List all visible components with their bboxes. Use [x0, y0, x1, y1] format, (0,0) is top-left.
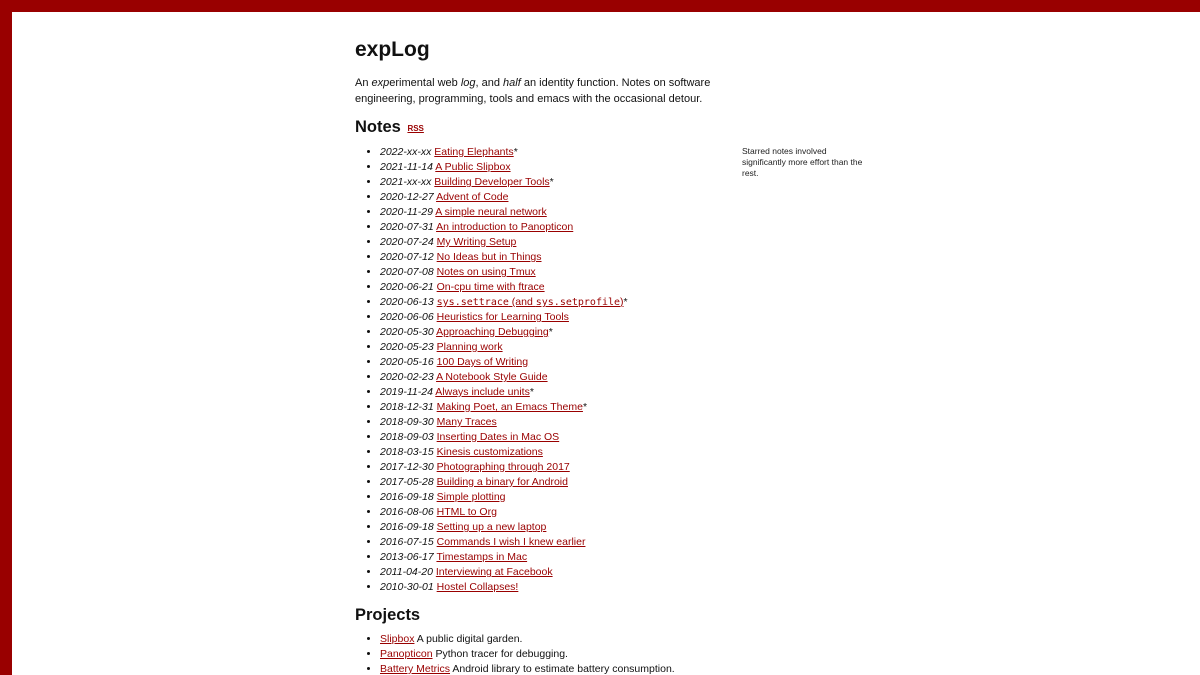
note-link[interactable]: No Ideas but in Things [436, 251, 542, 263]
note-link[interactable]: Making Poet, an Emacs Theme [436, 401, 583, 413]
effort-star: * [582, 401, 588, 413]
note-link[interactable]: A simple neural network [435, 206, 547, 218]
note-link[interactable]: Setting up a new laptop [436, 521, 547, 533]
effort-star: * [549, 176, 554, 188]
notes-heading-label: Notes [355, 118, 401, 136]
project-description: A public digital garden. [414, 633, 523, 645]
note-date: 2017-12-30 [380, 461, 434, 473]
note-date: 2019-11-24 [380, 386, 433, 398]
note-item [380, 250, 628, 265]
note-item [380, 160, 628, 175]
note-date: 2016-09-18 [380, 491, 434, 503]
note-link[interactable]: Many Traces [436, 416, 497, 428]
projects-heading: Projects [355, 606, 421, 624]
note-date: 2020-11-29 [380, 206, 433, 218]
note-link[interactable]: Interviewing at Facebook [435, 566, 553, 578]
note-item [380, 580, 628, 595]
note-link[interactable]: Simple plotting [436, 491, 506, 503]
note-item [380, 370, 628, 385]
note-item [380, 490, 628, 505]
notes-list [355, 145, 628, 595]
note-link[interactable]: Eating Elephants [434, 146, 514, 158]
starred-sidenote: Starred notes involved significantly more effort than the rest. [742, 146, 863, 178]
note-date: 2021-xx-xx [380, 176, 432, 188]
intro-emphasis: exp [371, 77, 390, 89]
note-item [380, 280, 628, 295]
note-item [380, 430, 628, 445]
note-item [380, 565, 628, 580]
note-item [380, 460, 628, 475]
effort-star: * [513, 146, 518, 158]
effort-star: * [529, 386, 534, 398]
note-item [380, 220, 628, 235]
note-date: 2020-07-31 [380, 221, 434, 233]
rss-link[interactable]: RSS [407, 124, 424, 133]
note-item [380, 175, 628, 190]
note-link[interactable]: Inserting Dates in Mac OS [436, 431, 560, 443]
note-link-code: sys.settrace [436, 297, 509, 308]
project-description: Android library to estimate battery consumption. [450, 663, 675, 675]
note-link[interactable]: Building a binary for Android [436, 476, 568, 488]
note-link[interactable]: Notes on using Tmux [436, 266, 536, 278]
intro-text: An [355, 77, 372, 89]
project-item [380, 662, 675, 675]
note-item [380, 355, 628, 370]
note-item [380, 385, 628, 400]
note-date: 2016-08-06 [380, 506, 434, 518]
note-date: 2020-05-23 [380, 341, 434, 353]
note-item [380, 325, 628, 340]
note-item [380, 310, 628, 325]
note-item [380, 265, 628, 280]
effort-star: * [548, 326, 553, 338]
note-link[interactable]: On-cpu time with ftrace [436, 281, 545, 293]
note-item [380, 415, 628, 430]
project-link[interactable]: Battery Metrics [380, 663, 451, 675]
note-link-text: (and [508, 296, 536, 308]
note-date: 2018-09-03 [380, 431, 434, 443]
note-item [380, 145, 628, 160]
note-link[interactable] [437, 296, 624, 308]
note-date: 2018-09-30 [380, 416, 434, 428]
intro-text: an identity function. Notes on software engineering, programming, tools and emacs with the occasional detour. [355, 77, 711, 105]
note-link[interactable]: Photographing through 2017 [436, 461, 570, 473]
note-item [380, 205, 628, 220]
note-link[interactable]: 100 Days of Writing [436, 356, 529, 368]
project-description: Python tracer for debugging. [432, 648, 568, 660]
note-link[interactable]: Heuristics for Learning Tools [436, 311, 569, 323]
note-item [380, 535, 628, 550]
note-link[interactable]: My Writing Setup [436, 236, 517, 248]
note-link-code: sys.setprofile [535, 297, 621, 308]
note-date: 2011-04-20 [380, 566, 433, 578]
note-date: 2016-07-15 [380, 536, 434, 548]
project-link[interactable]: Slipbox [380, 633, 415, 645]
note-link[interactable]: An introduction to Panopticon [436, 221, 574, 233]
note-link[interactable]: Commands I wish I knew earlier [436, 536, 586, 548]
note-link[interactable]: Timestamps in Mac [436, 551, 528, 563]
note-link[interactable]: HTML to Org [436, 506, 497, 518]
note-date: 2020-02-23 [380, 371, 434, 383]
intro-text: , and [475, 77, 504, 89]
note-date: 2020-07-24 [380, 236, 434, 248]
note-item [380, 340, 628, 355]
note-link[interactable]: Approaching Debugging [436, 326, 549, 338]
note-link[interactable]: Building Developer Tools [434, 176, 550, 188]
note-link-text: ) [620, 296, 624, 308]
note-date: 2020-06-06 [380, 311, 434, 323]
note-date: 2021-11-14 [380, 161, 433, 173]
note-link[interactable]: Kinesis customizations [436, 446, 543, 458]
projects-list [355, 632, 675, 675]
note-item [380, 475, 628, 490]
note-date: 2020-06-13 [380, 296, 434, 308]
note-date: 2020-06-21 [380, 281, 434, 293]
note-date: 2018-03-15 [380, 446, 434, 458]
note-link[interactable]: A Public Slipbox [435, 161, 511, 173]
note-item [380, 190, 628, 205]
site-intro [355, 76, 715, 107]
intro-emphasis: half [503, 77, 521, 89]
intro-text: erimental web [389, 77, 461, 89]
note-item [380, 550, 628, 565]
note-date: 2020-07-08 [380, 266, 434, 278]
note-date: 2022-xx-xx [380, 146, 432, 158]
note-date: 2016-09-18 [380, 521, 434, 533]
note-date: 2013-06-17 [380, 551, 434, 563]
note-item [380, 235, 628, 250]
note-date: 2018-12-31 [380, 401, 434, 413]
note-item [380, 445, 628, 460]
project-item [380, 632, 675, 647]
project-link[interactable]: Panopticon [380, 648, 433, 660]
left-border [0, 0, 12, 675]
note-date: 2020-07-12 [380, 251, 434, 263]
note-item [380, 505, 628, 520]
note-link[interactable]: Planning work [436, 341, 503, 353]
note-date: 2020-05-16 [380, 356, 434, 368]
note-item [380, 295, 628, 310]
note-item [380, 520, 628, 535]
note-link[interactable]: Always include units [435, 386, 530, 398]
note-date: 2017-05-28 [380, 476, 434, 488]
project-item [380, 647, 675, 662]
note-date: 2010-30-01 [380, 581, 434, 593]
note-date: 2020-05-30 [380, 326, 434, 338]
note-link[interactable]: Advent of Code [436, 191, 509, 203]
intro-emphasis: log [460, 77, 476, 89]
note-link[interactable]: Hostel Collapses! [436, 581, 519, 593]
effort-star: * [623, 296, 628, 308]
note-date: 2020-12-27 [380, 191, 434, 203]
notes-heading [355, 116, 424, 140]
site-title: expLog [355, 38, 430, 61]
note-item [380, 400, 628, 415]
top-border [0, 0, 1200, 12]
note-link[interactable]: A Notebook Style Guide [436, 371, 548, 383]
